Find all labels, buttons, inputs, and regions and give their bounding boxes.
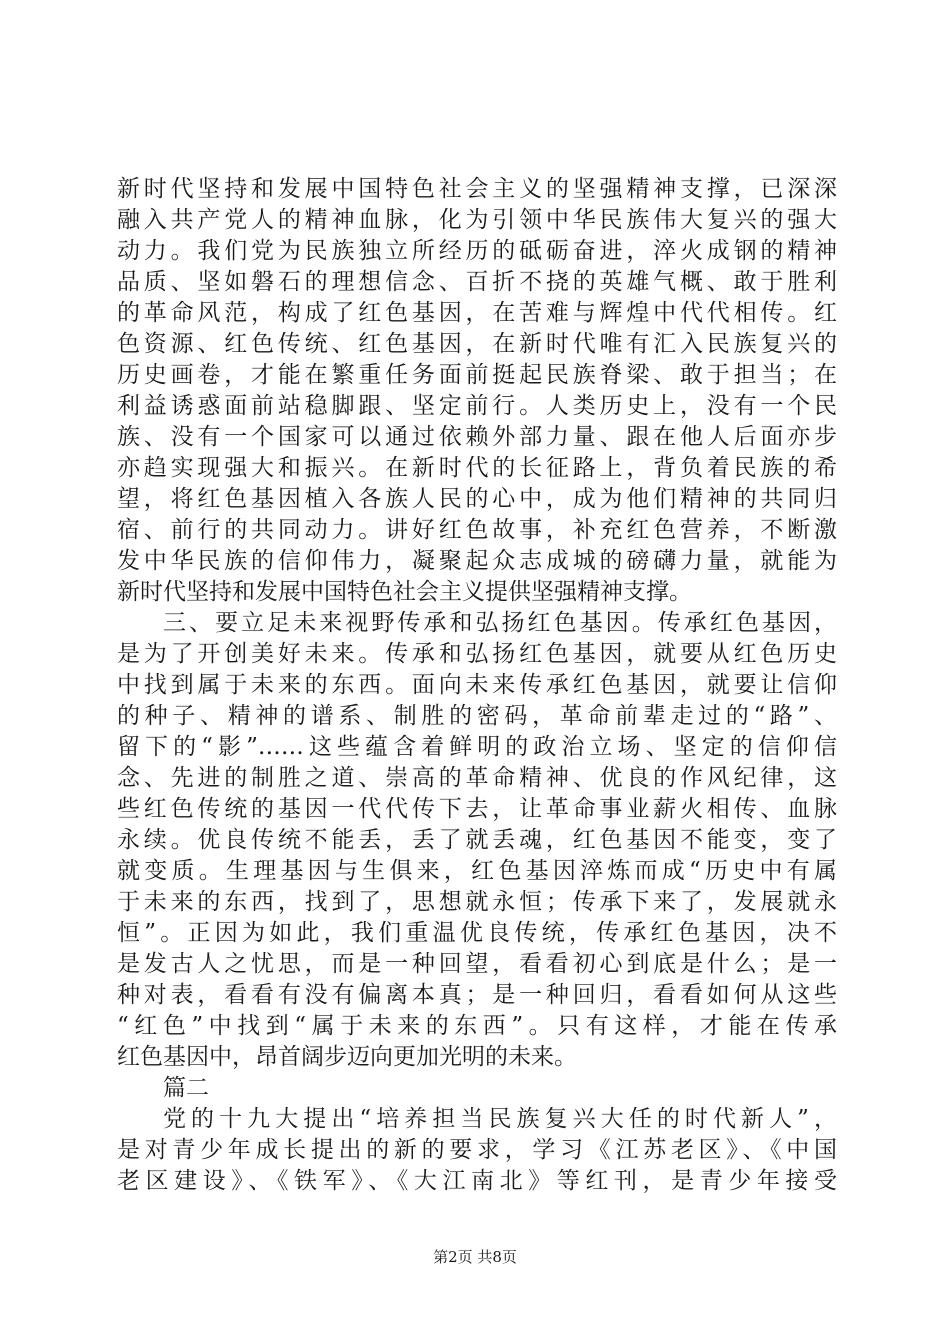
text-line: 利益诱惑面前站稳脚跟、坚定前行。人类历史上，没有一个民 <box>117 393 837 419</box>
page-footer: 第2页 共8页 <box>433 1248 517 1266</box>
text-line: 永续。优良传统不能丢，丢了就丢魂，红色基因不能变，变了 <box>117 827 837 853</box>
text-line: 是对青少年成长提出的新的要求，学习《江苏老区》、《中国 <box>117 1137 837 1163</box>
text-line: 中找到属于未来的东西。面向未来传承红色基因，就要让信仰 <box>117 672 837 698</box>
text-line: “红色”中找到“属于未来的东西”。只有这样，才能在传承 <box>117 1013 837 1039</box>
text-line: 是为了开创美好未来。传承和弘扬红色基因，就要从红色历史 <box>117 641 837 667</box>
text-line: 种对表，看看有没有偏离本真；是一种回归，看看如何从这些 <box>117 982 837 1008</box>
text-line: 动力。我们党为民族独立所经历的砥砺奋进，淬火成钢的精神 <box>117 238 837 264</box>
text-line: 些红色传统的基因一代代传下去，让革命事业薪火相传、血脉 <box>117 796 837 822</box>
text-line: 老区建设》、《铁军》、《大江南北》等红刊，是青少年接受 <box>117 1168 837 1194</box>
text-line: 红色基因中，昂首阔步迈向更加光明的未来。 <box>117 1044 577 1070</box>
text-line: 品质、坚如磐石的理想信念、百折不挠的英雄气概、敢于胜利 <box>117 269 837 295</box>
text-line: 族、没有一个国家可以通过依赖外部力量、跟在他人后面亦步 <box>117 424 837 450</box>
text-line: 念、先进的制胜之道、崇高的革命精神、优良的作风纪律，这 <box>117 765 837 791</box>
text-line: 新时代坚持和发展中国特色社会主义的坚强精神支撑，已深深 <box>117 176 837 202</box>
text-line: 融入共产党人的精神血脉，化为引领中华民族伟大复兴的强大 <box>117 207 837 233</box>
document-body <box>117 174 837 1197</box>
text-line: 发中华民族的信仰伟力，凝聚起众志成城的磅礴力量，就能为 <box>117 548 837 574</box>
text-line: 就变质。生理基因与生俱来，红色基因淬炼而成“历史中有属 <box>117 858 837 884</box>
text-line: 恒”。正因为如此，我们重温优良传统，传承红色基因，决不 <box>117 920 837 946</box>
text-line: 于未来的东西，找到了，思想就永恒；传承下来了，发展就永 <box>117 889 837 915</box>
text-line: 新时代坚持和发展中国特色社会主义提供坚强精神支撑。 <box>117 579 692 605</box>
text-line: 历史画卷，才能在繁重任务面前挺起民族脊梁、敢于担当；在 <box>117 362 837 388</box>
text-line: 宿、前行的共同动力。讲好红色故事，补充红色营养，不断激 <box>117 517 837 543</box>
text-line: 的革命风范，构成了红色基因，在苦难与辉煌中代代相传。红 <box>117 300 837 326</box>
text-line: 色资源、红色传统、红色基因，在新时代唯有汇入民族复兴的 <box>117 331 837 357</box>
text-line: 党的十九大提出“培养担当民族复兴大任的时代新人”， <box>163 1106 837 1132</box>
text-line: 是发古人之忧思，而是一种回望，看看初心到底是什么；是一 <box>117 951 837 977</box>
text-line: 三、要立足未来视野传承和弘扬红色基因。传承红色基因， <box>163 610 837 636</box>
text-line: 亦趋实现强大和振兴。在新时代的长征路上，背负着民族的希 <box>117 455 837 481</box>
text-line: 留下的“影”……这些蕴含着鲜明的政治立场、坚定的信仰信 <box>117 734 837 760</box>
text-line: 篇二 <box>163 1075 209 1101</box>
text-line: 望，将红色基因植入各族人民的心中，成为他们精神的共同归 <box>117 486 837 512</box>
text-line: 的种子、精神的谱系、制胜的密码，革命前辈走过的“路”、 <box>117 703 837 729</box>
